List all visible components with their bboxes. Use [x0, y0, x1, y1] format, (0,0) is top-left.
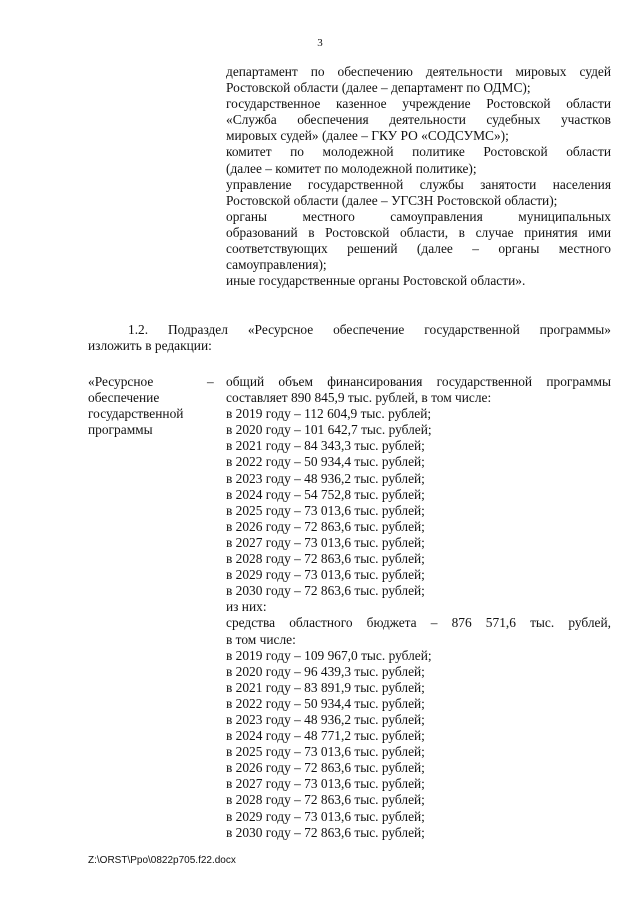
separator-dash: – [207, 374, 214, 389]
continuation-line: соответствующих решений (далее – органы местного [226, 241, 611, 257]
detail-line: в 2019 году – 109 967,0 тыс. рублей; [226, 647, 432, 663]
detail-line: в 2020 году – 101 642,7 тыс. рублей; [226, 422, 432, 438]
detail-line: в 2025 году – 73 013,6 тыс. рублей; [226, 502, 425, 518]
detail-line: в 2024 году – 48 771,2 тыс. рублей; [226, 728, 425, 744]
detail-line: в 2028 году – 72 863,6 тыс. рублей; [226, 551, 425, 567]
detail-line: в 2024 году – 54 752,8 тыс. рублей; [226, 486, 425, 502]
detail-line: в 2027 году – 73 013,6 тыс. рублей; [226, 534, 425, 550]
detail-line: из них: [226, 599, 267, 615]
resource-details [226, 374, 611, 841]
detail-line: в 2030 году – 72 863,6 тыс. рублей; [226, 583, 425, 599]
continuation-line: органы местного самоуправления муниципальных [226, 208, 611, 224]
continuation-line: департамент по обеспечению деятельности мировых судей [226, 64, 611, 79]
continuation-line: мировых судей» (далее – ГКУ РО «СОДСУМС»); [226, 128, 509, 144]
detail-line: в 2021 году – 83 891,9 тыс. рублей; [226, 679, 425, 695]
detail-line: в 2021 году – 84 343,3 тыс. рублей; [226, 438, 425, 454]
file-path-footer: Z:\ORST\Ppo\0822p705.f22.docx [88, 855, 236, 866]
continuation-line: самоуправления); [226, 257, 327, 273]
detail-line: в 2027 году – 73 013,6 тыс. рублей; [226, 776, 425, 792]
detail-line: средства областного бюджета – 876 571,6 тыс. рублей, [226, 615, 611, 631]
detail-line: в том числе: [226, 631, 296, 647]
continuation-line: комитет по молодежной политике Ростовской области [226, 144, 611, 160]
resource-label [88, 374, 203, 438]
detail-line: в 2026 году – 72 863,6 тыс. рублей; [226, 760, 425, 776]
detail-line: в 2020 году – 96 439,3 тыс. рублей; [226, 663, 425, 679]
continuation-line: (далее – комитет по молодежной политике); [226, 160, 477, 176]
detail-line: в 2029 году – 73 013,6 тыс. рублей; [226, 808, 425, 824]
continuation-line: управление государственной службы занятости населения [226, 176, 611, 192]
detail-line: в 2023 году – 48 936,2 тыс. рублей; [226, 711, 425, 727]
continuation-line: Ростовской области (далее – УГСЗН Ростовской области); [226, 192, 558, 208]
page-number: 3 [317, 37, 323, 49]
label-line: программы [88, 422, 153, 438]
detail-line: в 2026 году – 72 863,6 тыс. рублей; [226, 518, 425, 534]
amendment-paragraph [88, 322, 611, 354]
continuation-list [226, 64, 611, 289]
detail-line: в 2028 году – 72 863,6 тыс. рублей; [226, 792, 425, 808]
detail-line: в 2029 году – 73 013,6 тыс. рублей; [226, 567, 425, 583]
label-line: обеспечение [88, 390, 160, 406]
paragraph-line: 1.2. Подраздел «Ресурсное обеспечение государственной программы» [128, 322, 611, 337]
detail-line: в 2022 году – 50 934,4 тыс. рублей; [226, 454, 425, 470]
detail-line: в 2022 году – 50 934,4 тыс. рублей; [226, 695, 425, 711]
detail-line: в 2030 году – 72 863,6 тыс. рублей; [226, 824, 425, 840]
detail-line: составляет 890 845,9 тыс. рублей, в том числе: [226, 390, 492, 406]
label-line: «Ресурсное [88, 374, 154, 389]
paragraph-line: изложить в редакции: [88, 338, 212, 354]
detail-line: в 2023 году – 48 936,2 тыс. рублей; [226, 470, 425, 486]
continuation-line: образований в Ростовской области, в случае принятия ими [226, 224, 611, 240]
continuation-line: государственное казенное учреждение Ростовской области [226, 96, 611, 112]
label-line: государственной [88, 406, 184, 422]
continuation-line: «Служба обеспечения деятельности судебных участков [226, 112, 611, 128]
detail-line: общий объем финансирования государственной программы [226, 374, 611, 389]
continuation-line: Ростовской области (далее – департамент по ОДМС); [226, 80, 531, 96]
detail-line: в 2019 году – 112 604,9 тыс. рублей; [226, 406, 432, 422]
continuation-line: иные государственные органы Ростовской области». [226, 273, 526, 289]
detail-line: в 2025 году – 73 013,6 тыс. рублей; [226, 744, 425, 760]
